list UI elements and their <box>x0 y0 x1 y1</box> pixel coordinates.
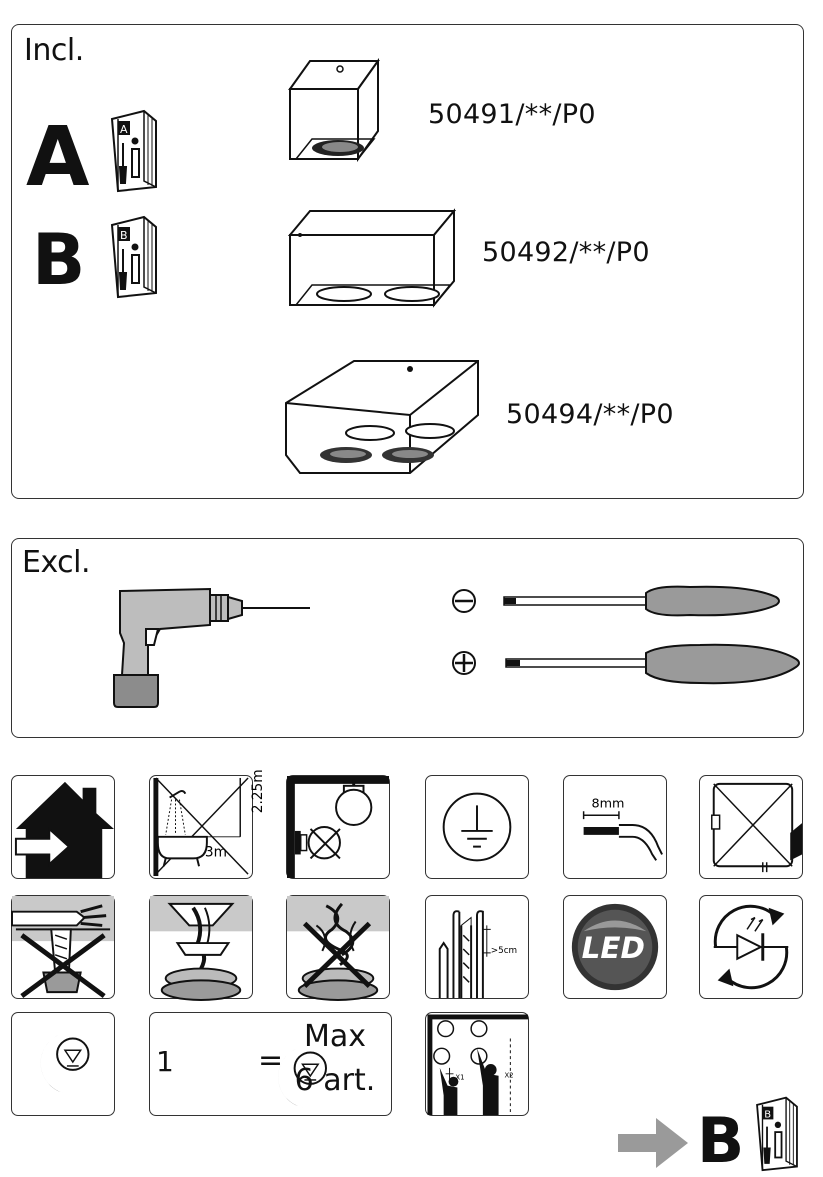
count-one-label: 1 <box>156 1045 174 1078</box>
wire-spacing-label: >5cm <box>490 945 518 956</box>
equals-sign: = <box>258 1043 284 1078</box>
manual-a-icon <box>104 107 164 193</box>
max-articles-icon <box>149 1012 392 1116</box>
product-single-spot-illustration <box>282 57 402 172</box>
manual-b-icon <box>104 213 164 299</box>
ladder-x2-label: X2 <box>504 1071 514 1080</box>
next-manual-icon <box>748 1094 806 1172</box>
wire-connection-icon <box>149 895 253 999</box>
next-step-arrow-icon <box>618 1116 690 1170</box>
manual-b-tab: B <box>120 229 128 242</box>
excluded-heading: Excl. <box>22 545 91 580</box>
included-panel <box>11 24 804 499</box>
next-manual-tab: B <box>764 1109 772 1121</box>
manual-a-tab: A <box>120 123 128 136</box>
next-manual-letter: B <box>697 1104 745 1177</box>
ladder-x1-label: X1 <box>455 1073 465 1082</box>
strip-length-label: 8mm <box>591 796 625 812</box>
max-line-2: 6 art. <box>294 1063 376 1098</box>
wire-strip-length-icon <box>563 775 667 879</box>
dimmable-icon <box>11 1012 115 1116</box>
product-code-50491: 50491/**/P0 <box>428 99 596 130</box>
no-cable-tangle-icon <box>286 895 390 999</box>
bathroom-height-label: 2.25m <box>249 769 266 814</box>
led-text: LED <box>581 930 645 965</box>
earth-ground-icon <box>425 775 529 879</box>
installation-height-icon <box>425 1012 529 1116</box>
drill-icon <box>102 579 312 714</box>
max-line-1: Max <box>303 1019 367 1054</box>
bathroom-zone-icon <box>149 769 266 879</box>
excluded-panel <box>11 538 804 738</box>
manual-a-letter: A <box>26 110 90 205</box>
included-heading: Incl. <box>24 33 84 68</box>
product-quad-spot-illustration <box>282 355 492 480</box>
indoor-use-icon <box>11 775 115 879</box>
wire-separation-icon <box>425 895 529 999</box>
manual-b-letter: B <box>32 219 86 301</box>
no-cable-damage-icon <box>11 895 115 999</box>
led-not-replaceable-icon <box>699 895 803 999</box>
flat-screwdriver-icon <box>450 579 790 623</box>
junction-box-icon <box>699 775 803 879</box>
product-double-spot-illustration <box>282 207 467 312</box>
bathroom-distance-label: 3m <box>204 844 228 861</box>
led-icon <box>563 895 667 999</box>
no-wall-mounting-icon <box>286 775 390 879</box>
product-code-50494: 50494/**/P0 <box>506 399 674 430</box>
product-code-50492: 50492/**/P0 <box>482 237 650 268</box>
phillips-screwdriver-icon <box>450 639 800 691</box>
